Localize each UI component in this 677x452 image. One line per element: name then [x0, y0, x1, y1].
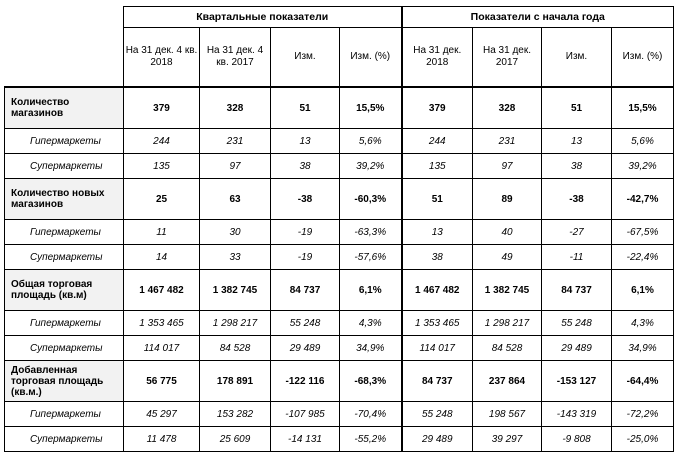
table-cell: 25 609 — [200, 427, 271, 452]
table-cell: -19 — [271, 220, 340, 245]
table-cell: 379 — [402, 87, 473, 129]
row-label: Супермаркеты — [5, 336, 124, 361]
table-cell: -57,6% — [340, 245, 402, 270]
table-cell: 38 — [542, 154, 612, 179]
table-cell: 34,9% — [340, 336, 402, 361]
column-header-row — [5, 28, 674, 88]
table-cell: -68,3% — [340, 361, 402, 402]
submetric-row — [5, 245, 674, 270]
group-header-row — [5, 7, 674, 28]
table-cell: -122 116 — [271, 361, 340, 402]
table-cell: -25,0% — [612, 427, 674, 452]
row-label: Супермаркеты — [5, 245, 124, 270]
table-cell: 6,1% — [340, 270, 402, 311]
table-cell: -55,2% — [340, 427, 402, 452]
table-cell: 84 528 — [473, 336, 542, 361]
table-cell: -11 — [542, 245, 612, 270]
row-label: Общая торговая площадь (кв.м) — [5, 270, 124, 311]
submetric-row — [5, 336, 674, 361]
column-header: Изм. (%) — [340, 28, 402, 88]
table-cell: 1 353 465 — [402, 311, 473, 336]
metric-row — [5, 361, 674, 402]
column-header: Изм. — [542, 28, 612, 88]
table-cell: 45 297 — [124, 402, 200, 427]
table-cell: 15,5% — [612, 87, 674, 129]
table-cell: 4,3% — [340, 311, 402, 336]
row-label: Добавленная торговая площадь (кв.м.) — [5, 361, 124, 402]
row-label: Супермаркеты — [5, 427, 124, 452]
table-cell: 89 — [473, 179, 542, 220]
table-cell: 1 382 745 — [473, 270, 542, 311]
group-header-ytd: Показатели с начала года — [402, 7, 674, 28]
column-header: На 31 дек. 2017 — [473, 28, 542, 88]
table-cell: 51 — [271, 87, 340, 129]
table-cell: 84 737 — [542, 270, 612, 311]
table-cell: 231 — [473, 129, 542, 154]
table-cell: 135 — [402, 154, 473, 179]
submetric-row — [5, 129, 674, 154]
table-cell: 114 017 — [402, 336, 473, 361]
table-cell: 49 — [473, 245, 542, 270]
row-label: Гипермаркеты — [5, 402, 124, 427]
table-cell: -153 127 — [542, 361, 612, 402]
table-cell: -63,3% — [340, 220, 402, 245]
table-cell: 38 — [271, 154, 340, 179]
table-cell: 84 528 — [200, 336, 271, 361]
table-cell: 328 — [473, 87, 542, 129]
table-cell: 5,6% — [612, 129, 674, 154]
table-cell: -70,4% — [340, 402, 402, 427]
table-cell: 135 — [124, 154, 200, 179]
row-label: Количество магазинов — [5, 87, 124, 129]
table-cell: 198 567 — [473, 402, 542, 427]
table-cell: 178 891 — [200, 361, 271, 402]
table-cell: 55 248 — [542, 311, 612, 336]
table-cell: 1 298 217 — [200, 311, 271, 336]
column-header: На 31 дек. 4 кв. 2017 — [200, 28, 271, 88]
table-cell: -143 319 — [542, 402, 612, 427]
column-header: Изм. (%) — [612, 28, 674, 88]
row-label: Супермаркеты — [5, 154, 124, 179]
submetric-row — [5, 311, 674, 336]
table-cell: 29 489 — [271, 336, 340, 361]
table-cell: 39,2% — [340, 154, 402, 179]
table-cell: 1 382 745 — [200, 270, 271, 311]
store-metrics-table-container — [4, 6, 674, 452]
table-cell: 1 298 217 — [473, 311, 542, 336]
table-cell: 25 — [124, 179, 200, 220]
table-cell: 1 467 482 — [402, 270, 473, 311]
table-cell: -14 131 — [271, 427, 340, 452]
row-label: Гипермаркеты — [5, 129, 124, 154]
table-cell: 29 489 — [542, 336, 612, 361]
row-label: Количество новых магазинов — [5, 179, 124, 220]
table-cell: -72,2% — [612, 402, 674, 427]
table-cell: 114 017 — [124, 336, 200, 361]
table-cell: 6,1% — [612, 270, 674, 311]
submetric-row — [5, 154, 674, 179]
table-cell: -64,4% — [612, 361, 674, 402]
table-cell: -9 808 — [542, 427, 612, 452]
table-cell: 379 — [124, 87, 200, 129]
table-cell: 97 — [473, 154, 542, 179]
metric-row — [5, 87, 674, 129]
table-cell: 1 467 482 — [124, 270, 200, 311]
table-cell: 33 — [200, 245, 271, 270]
table-cell: 153 282 — [200, 402, 271, 427]
table-cell: -19 — [271, 245, 340, 270]
table-cell: 1 353 465 — [124, 311, 200, 336]
table-cell: 13 — [271, 129, 340, 154]
submetric-row — [5, 220, 674, 245]
corner-blank-cell — [5, 7, 124, 28]
table-cell: 30 — [200, 220, 271, 245]
column-header: На 31 дек. 2018 — [402, 28, 473, 88]
table-cell: 13 — [402, 220, 473, 245]
table-cell: -27 — [542, 220, 612, 245]
submetric-row — [5, 427, 674, 452]
table-cell: 63 — [200, 179, 271, 220]
table-cell: 38 — [402, 245, 473, 270]
table-cell: 231 — [200, 129, 271, 154]
table-cell: 5,6% — [340, 129, 402, 154]
table-cell: -67,5% — [612, 220, 674, 245]
table-cell: -38 — [542, 179, 612, 220]
table-cell: 15,5% — [340, 87, 402, 129]
table-cell: 55 248 — [271, 311, 340, 336]
column-header: Изм. — [271, 28, 340, 88]
table-cell: 14 — [124, 245, 200, 270]
table-cell: 40 — [473, 220, 542, 245]
table-cell: 11 — [124, 220, 200, 245]
table-cell: 244 — [402, 129, 473, 154]
table-cell: -38 — [271, 179, 340, 220]
table-cell: 97 — [200, 154, 271, 179]
table-body — [5, 7, 674, 452]
table-cell: 55 248 — [402, 402, 473, 427]
table-cell: 34,9% — [612, 336, 674, 361]
table-cell: 51 — [542, 87, 612, 129]
table-cell: 4,3% — [612, 311, 674, 336]
metric-row — [5, 179, 674, 220]
table-cell: 39,2% — [612, 154, 674, 179]
column-header: На 31 дек. 4 кв. 2018 — [124, 28, 200, 88]
table-cell: 29 489 — [402, 427, 473, 452]
table-cell: 56 775 — [124, 361, 200, 402]
table-cell: -107 985 — [271, 402, 340, 427]
table-cell: 51 — [402, 179, 473, 220]
table-cell: 84 737 — [271, 270, 340, 311]
table-cell: -22,4% — [612, 245, 674, 270]
table-cell: -60,3% — [340, 179, 402, 220]
table-cell: 84 737 — [402, 361, 473, 402]
metric-row — [5, 270, 674, 311]
group-header-quarter: Квартальные показатели — [124, 7, 402, 28]
row-label: Гипермаркеты — [5, 220, 124, 245]
table-cell: 237 864 — [473, 361, 542, 402]
table-cell: 11 478 — [124, 427, 200, 452]
row-label: Гипермаркеты — [5, 311, 124, 336]
corner-blank-cell — [5, 28, 124, 88]
table-cell: 328 — [200, 87, 271, 129]
table-cell: 39 297 — [473, 427, 542, 452]
submetric-row — [5, 402, 674, 427]
store-metrics-table — [4, 6, 674, 452]
table-cell: 13 — [542, 129, 612, 154]
table-cell: -42,7% — [612, 179, 674, 220]
table-cell: 244 — [124, 129, 200, 154]
